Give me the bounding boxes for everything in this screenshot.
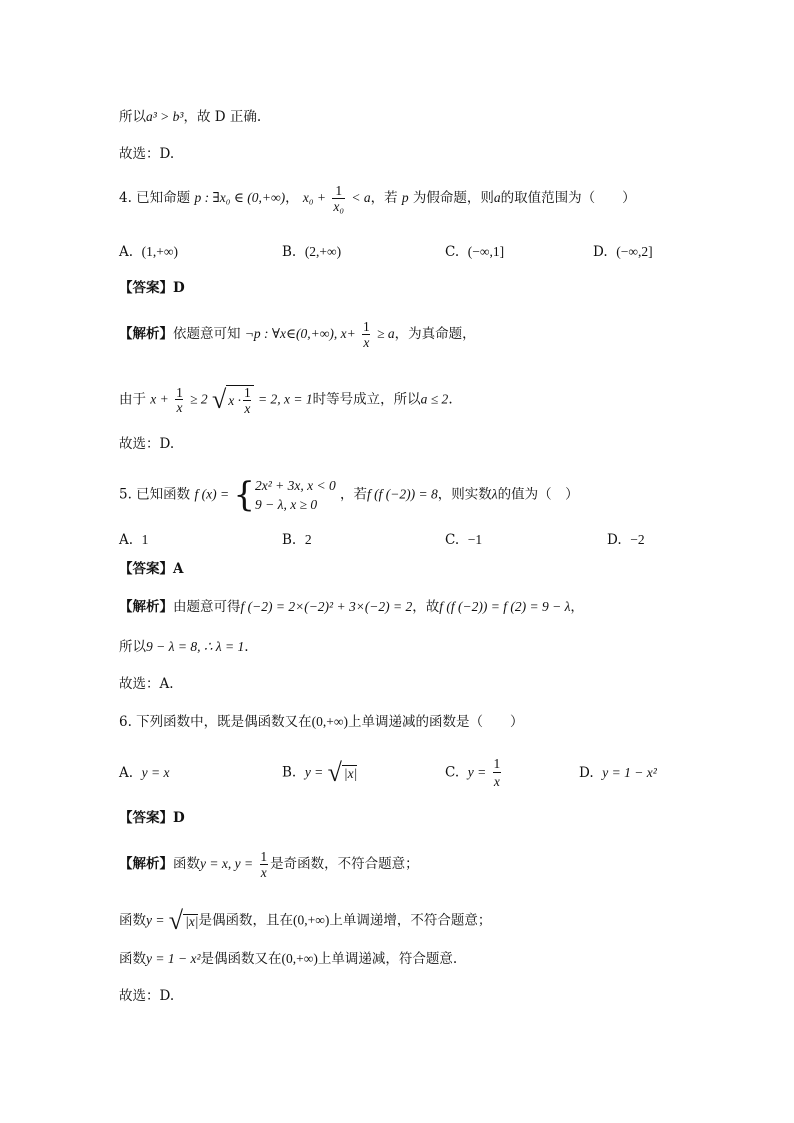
explanation-6-cont (119, 908, 491, 934)
label: D. (607, 532, 622, 548)
math: y = x, y = (200, 856, 254, 871)
option-4c[interactable] (445, 244, 504, 260)
explanation-5 (119, 600, 584, 615)
numerator: 1 (363, 319, 370, 334)
numerator: 1 (260, 849, 268, 864)
text: ，故 D 正确. (183, 109, 262, 125)
question-6 (119, 715, 524, 730)
text: 是偶函数又在 (200, 951, 282, 967)
option-5c[interactable] (445, 532, 482, 548)
math: f (x) = (194, 486, 230, 502)
text: 5. 已知函数 (119, 486, 191, 503)
value: 1 (141, 532, 149, 547)
radicand: |x| (343, 765, 358, 781)
choice-line: 故选：D. (119, 436, 175, 452)
answer-4: 【答案】D (119, 280, 185, 296)
text: ，为真命题， (394, 326, 476, 342)
label: B. (282, 764, 297, 781)
value: y = x (141, 765, 170, 780)
math: y = (146, 912, 165, 928)
math: a ≤ 2 (420, 391, 449, 407)
option-5a[interactable] (119, 532, 148, 548)
math: a (493, 190, 501, 205)
value: y = (304, 764, 324, 780)
option-6a[interactable] (119, 765, 169, 781)
numerator: 1 (176, 384, 183, 400)
math: a³ > b³ (146, 109, 184, 124)
math: y = 1 − x² (146, 951, 201, 966)
value: (2,+∞) (304, 244, 342, 259)
text: 依题意可知 (173, 326, 241, 342)
option-6c[interactable] (445, 756, 503, 790)
option-6d[interactable] (579, 765, 657, 781)
math: λ (491, 486, 498, 502)
value: (−∞,1] (467, 244, 505, 259)
radicand: x · (228, 392, 241, 408)
question-4 (119, 184, 636, 213)
denominator: x (244, 400, 251, 416)
text: ，则实数 (437, 486, 492, 503)
label: A. (119, 244, 134, 260)
value: −2 (630, 532, 645, 547)
text: 上单调递减的函数是（ ） (348, 714, 524, 730)
numerator: 1 (335, 183, 343, 198)
square-root: √ |x| (327, 758, 358, 787)
label: C. (445, 532, 460, 548)
denominator: x₀ (333, 198, 345, 214)
answer-5: 【答案】A (119, 561, 184, 577)
text: 4. 已知命题 (119, 190, 191, 206)
text: 函数 (119, 951, 146, 967)
square-root: √ x · $\frac{1}{x}$ (212, 385, 254, 415)
option-4d[interactable] (593, 244, 653, 260)
text: . (448, 391, 453, 408)
text: ，若 (370, 190, 398, 206)
piecewise-cases (255, 479, 336, 512)
label: C. (445, 764, 460, 781)
value: y = 1 − x² (602, 765, 657, 780)
math: ≥ a (377, 326, 395, 341)
math: f (−2) = 2×(−2)² + 3×(−2) = 2 (240, 599, 413, 614)
math: (0,+∞) (311, 714, 349, 729)
denominator: x (260, 864, 267, 880)
fraction (332, 184, 345, 213)
math: 9 − λ = 8, ∴ λ = 1 (146, 639, 245, 654)
math: f (f (−2)) = 8 (367, 486, 438, 502)
label: 【解析】 (119, 599, 173, 615)
choice-line: 故选：D. (119, 988, 175, 1004)
choice-line: 故选：D. (119, 146, 175, 162)
text: 所以 (119, 109, 146, 125)
fraction (362, 320, 371, 349)
text: 6. 下列函数中，既是偶函数又在 (119, 714, 312, 730)
option-4a[interactable] (119, 244, 178, 260)
text: 上单调递减，符合题意. (317, 951, 458, 967)
option-5d[interactable] (607, 532, 645, 548)
explanation-4-cont (119, 385, 453, 415)
math: f (f (−2)) = f (2) = 9 − λ (439, 599, 571, 614)
label: D. (593, 244, 608, 260)
math: p (401, 190, 409, 205)
text: 的值为（ ） (497, 486, 579, 503)
math: ≥ 2 (190, 391, 208, 407)
explanation-4 (119, 320, 476, 349)
value: −1 (467, 532, 483, 547)
option-5b[interactable] (282, 532, 312, 548)
text: . (244, 639, 249, 655)
text: 由于 (119, 391, 146, 408)
numerator: 1 (493, 756, 501, 771)
option-4b[interactable] (282, 244, 341, 260)
question-5 (119, 475, 579, 515)
case: 2x² + 3x, x < 0 (255, 477, 336, 493)
text: 函数 (173, 856, 200, 872)
math: = 2, x = 1 (258, 391, 313, 407)
fraction (259, 850, 268, 879)
label: B. (282, 244, 297, 260)
value: y = (467, 764, 487, 780)
text: 时等号成立，所以 (312, 391, 421, 408)
text: ，若 (340, 486, 368, 503)
label: 【解析】 (119, 326, 173, 342)
text: 所以 (119, 639, 146, 655)
denominator: x (493, 774, 500, 789)
text: 是奇函数，不符合题意； (270, 856, 419, 872)
solution-conclusion-line (119, 110, 261, 125)
label: A. (119, 765, 134, 781)
math: x₀ + (302, 190, 327, 205)
choice-line: 故选：A. (119, 676, 174, 692)
math: p : ∃x₀ ∈ (0,+∞) (194, 190, 286, 205)
text: 由题意可得 (173, 599, 241, 615)
text: ，故 (412, 599, 440, 615)
value: (−∞,2] (616, 244, 653, 259)
brace: { (233, 475, 255, 515)
fraction (493, 756, 502, 790)
text: 是偶函数，且在 (198, 912, 293, 929)
label: A. (119, 532, 134, 548)
denominator: x (176, 400, 183, 415)
value: (1,+∞) (141, 244, 178, 259)
explanation-6 (119, 850, 419, 879)
math: ¬p : ∀x∈(0,+∞), x+ (244, 326, 356, 341)
explanation-6-cont2 (119, 952, 457, 967)
math: (0,+∞) (281, 951, 318, 966)
text: 的取值范围为（ ） (500, 190, 636, 206)
fraction (243, 386, 252, 415)
label: 【解析】 (119, 856, 173, 872)
fraction (175, 386, 184, 415)
text: 上单调递增，不符合题意； (329, 912, 492, 929)
explanation-5-cont (119, 640, 249, 655)
label: B. (282, 532, 297, 548)
denominator: x (363, 334, 370, 350)
label: C. (445, 244, 460, 260)
math: (0,+∞) (292, 912, 330, 928)
square-root: √ |x| (168, 906, 199, 935)
math: < a (351, 190, 371, 205)
text: 为假命题，则 (412, 190, 494, 206)
radicand: |x| (185, 913, 199, 929)
answer-6: 【答案】D (119, 810, 185, 826)
case: 9 − λ, x ≥ 0 (255, 497, 318, 512)
option-6b[interactable] (282, 760, 357, 786)
text: ， (285, 190, 299, 206)
math: x + (150, 391, 169, 407)
value: 2 (304, 532, 312, 547)
numerator: 1 (244, 385, 251, 400)
text: ， (570, 599, 584, 615)
label: D. (579, 765, 594, 781)
text: 函数 (119, 912, 146, 929)
